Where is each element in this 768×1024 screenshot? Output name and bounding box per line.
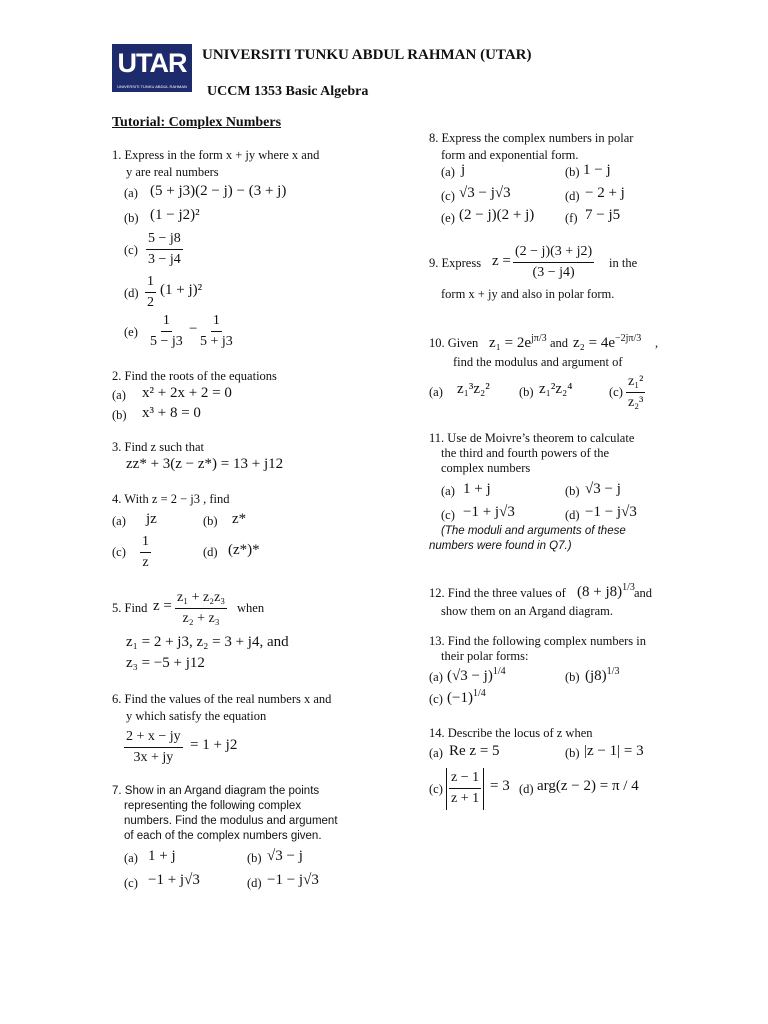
q9-numerator: (2 − j)(3 + j2) bbox=[513, 242, 594, 263]
q6-fraction bbox=[124, 727, 183, 768]
q2-a-label: (a) bbox=[112, 388, 126, 402]
q8-line-1: 8. Express the complex numbers in polar bbox=[429, 131, 634, 145]
q4-b-expr: z* bbox=[232, 511, 247, 527]
q9-fraction bbox=[513, 242, 594, 283]
q4-stem: 4. With z = 2 − j3 , find bbox=[112, 492, 230, 506]
q5-numerator: z₁ + z₂z₃ bbox=[175, 588, 227, 609]
q10-c-label: (c) bbox=[609, 385, 623, 399]
q1-c-denominator: 3 − j4 bbox=[148, 252, 181, 267]
q6-stem-2: y which satisfy the equation bbox=[126, 709, 267, 723]
q5-fraction bbox=[175, 588, 227, 629]
q13-c-exponent: 1/4 bbox=[472, 688, 486, 699]
q13-b-exponent: 1/3 bbox=[606, 666, 620, 677]
q7-d-label: (d) bbox=[247, 876, 262, 890]
q4-c-denominator: z bbox=[142, 555, 149, 570]
q8-b-expr: 1 − j bbox=[583, 162, 611, 178]
q13-a-label: (a) bbox=[429, 670, 443, 684]
q7-line-1: 7. Show in an Argand diagram the points bbox=[112, 785, 320, 797]
q11-a-label: (a) bbox=[441, 484, 455, 498]
q10-z2 bbox=[573, 333, 641, 352]
q4-c-fraction bbox=[140, 532, 151, 573]
q1-stem: 1. Express in the form x + jy where x and bbox=[112, 148, 320, 162]
q14-b-label: (b) bbox=[565, 746, 580, 760]
q8-a-label: (a) bbox=[441, 165, 455, 179]
q13-c-base: (−1) bbox=[447, 690, 473, 706]
q1-e-fraction-1 bbox=[148, 311, 185, 352]
q1-e-label: (e) bbox=[124, 325, 138, 339]
q5-stem: 5. Find bbox=[112, 601, 148, 615]
q12-stem: 12. Find the three values of bbox=[429, 586, 566, 600]
q8-f-expr: 7 − j5 bbox=[585, 207, 621, 223]
q11-note-2: numbers were found in Q7.) bbox=[429, 540, 572, 552]
q13-c-expr bbox=[447, 688, 486, 707]
q13-b-base: (j8) bbox=[585, 668, 607, 684]
q7-c-expr: −1 + j√3 bbox=[148, 872, 200, 888]
q7-b-label: (b) bbox=[247, 851, 262, 865]
q11-line-1: 11. Use de Moivre’s theorem to calculate bbox=[429, 431, 635, 445]
q10-c-fraction bbox=[626, 372, 645, 413]
q13-b-expr bbox=[585, 666, 619, 685]
q7-b-expr: √3 − j bbox=[267, 848, 303, 864]
q10-stem: 10. Given bbox=[429, 336, 479, 350]
q6-rhs: = 1 + j2 bbox=[190, 737, 238, 753]
q11-line-2: the third and fourth powers of the bbox=[441, 446, 610, 460]
university-name: UNIVERSITI TUNKU ABDUL RAHMAN (UTAR) bbox=[202, 47, 532, 63]
q14-c-rhs: = 3 bbox=[490, 778, 510, 794]
q1-e-denominator-2: 5 + j3 bbox=[200, 334, 233, 349]
q9-lhs: z = bbox=[492, 253, 511, 269]
q8-line-2: form and exponential form. bbox=[441, 148, 579, 162]
q7-a-expr: 1 + j bbox=[148, 848, 176, 864]
q14-a-label: (a) bbox=[429, 746, 443, 760]
q10-and: and bbox=[550, 336, 569, 350]
q5-line-3: z₃ = −5 + j12 bbox=[126, 655, 205, 671]
q8-d-label: (d) bbox=[565, 189, 580, 203]
q10-z2-base: z₂ = 4e bbox=[573, 335, 616, 351]
q2-stem: 2. Find the roots of the equations bbox=[112, 369, 277, 383]
q11-line-3: complex numbers bbox=[441, 461, 531, 475]
q10-z1-exponent: jπ/3 bbox=[531, 333, 547, 344]
q9-denominator: (3 − j4) bbox=[532, 265, 575, 280]
q1-e-numerator-2: 1 bbox=[211, 311, 222, 332]
q3-equation: zz* + 3(z − z*) = 13 + j12 bbox=[126, 456, 284, 472]
q14-c-fraction bbox=[449, 768, 481, 809]
q9-stem: 9. Express bbox=[429, 256, 482, 270]
q13-line-2: their polar forms: bbox=[441, 649, 529, 663]
course-title: UCCM 1353 Basic Algebra bbox=[207, 84, 369, 99]
q13-a-exponent: 1/4 bbox=[492, 666, 506, 677]
q14-d-expr: arg(z − 2) = π / 4 bbox=[537, 778, 639, 794]
q7-line-2: representing the following complex bbox=[124, 800, 302, 812]
q6-numerator: 2 + x − jy bbox=[124, 727, 183, 748]
q10-b-label: (b) bbox=[519, 385, 534, 399]
q14-c-abs bbox=[446, 768, 484, 810]
q14-stem: 14. Describe the locus of z when bbox=[429, 726, 593, 740]
q13-c-label: (c) bbox=[429, 692, 443, 706]
q11-b-label: (b) bbox=[565, 484, 580, 498]
q13-line-1: 13. Find the following complex numbers in bbox=[429, 634, 646, 648]
q2-b-expr: x³ + 8 = 0 bbox=[142, 405, 201, 421]
q9-line-2: form x + jy and also in polar form. bbox=[441, 287, 615, 301]
q1-b-label: (b) bbox=[124, 211, 139, 225]
q11-d-expr: −1 − j√3 bbox=[585, 504, 637, 520]
q1-a-expr: (5 + j3)(2 − j) − (3 + j) bbox=[150, 183, 287, 199]
q8-c-label: (c) bbox=[441, 189, 455, 203]
q1-d-denominator: 2 bbox=[147, 295, 154, 310]
q11-c-label: (c) bbox=[441, 508, 455, 522]
q10-z1-base: z₁ = 2e bbox=[489, 335, 532, 351]
q10-line-2: find the modulus and argument of bbox=[453, 355, 623, 369]
q12-exponent: 1/3 bbox=[622, 582, 635, 593]
q1-d-expr: (1 + j)² bbox=[160, 282, 203, 298]
q8-e-expr: (2 − j)(2 + j) bbox=[459, 207, 535, 223]
q10-comma: , bbox=[655, 336, 659, 350]
q13-b-label: (b) bbox=[565, 670, 580, 684]
utar-logo bbox=[112, 44, 192, 92]
q14-c-numerator: z − 1 bbox=[449, 768, 481, 789]
q1-c-numerator: 5 − j8 bbox=[146, 229, 183, 250]
logo-text: UTAR bbox=[117, 48, 187, 78]
q5-when: when bbox=[237, 601, 265, 615]
q4-d-label: (d) bbox=[203, 545, 218, 559]
tutorial-title: Tutorial: Complex Numbers bbox=[112, 115, 282, 130]
q1-e-denominator-1: 5 − j3 bbox=[150, 334, 183, 349]
q11-d-label: (d) bbox=[565, 508, 580, 522]
q4-c-label: (c) bbox=[112, 545, 126, 559]
q4-d-expr: (z*)* bbox=[228, 542, 260, 558]
q1-b-expr: (1 − j2)² bbox=[150, 207, 200, 223]
q1-stem-2: y are real numbers bbox=[126, 165, 219, 179]
q12-base: (8 + j8) bbox=[577, 584, 623, 600]
q5-line-2: z₁ = 2 + j3, z₂ = 3 + j4, and bbox=[126, 634, 289, 650]
q14-d-label: (d) bbox=[519, 782, 534, 796]
q5-denominator: z₂ + z₃ bbox=[182, 611, 220, 626]
q10-a-expr: z₁³z₂² bbox=[457, 381, 490, 397]
q8-f-label: (f) bbox=[565, 211, 578, 225]
q11-b-expr: √3 − j bbox=[585, 481, 621, 497]
q2-b-label: (b) bbox=[112, 408, 127, 422]
q7-d-expr: −1 − j√3 bbox=[267, 872, 319, 888]
q1-e-fraction-2 bbox=[198, 311, 235, 352]
q1-d-numerator: 1 bbox=[145, 272, 156, 293]
q1-d-fraction bbox=[145, 272, 156, 313]
q3-stem: 3. Find z such that bbox=[112, 440, 205, 454]
q12-line-2: show them on an Argand diagram. bbox=[441, 604, 613, 618]
q11-a-expr: 1 + j bbox=[463, 481, 491, 497]
q1-d-label: (d) bbox=[124, 286, 139, 300]
q2-a-expr: x² + 2x + 2 = 0 bbox=[142, 385, 232, 401]
q8-a-expr: j bbox=[461, 162, 466, 178]
q4-c-numerator: 1 bbox=[140, 532, 151, 553]
q11-note-1: (The moduli and arguments of these bbox=[441, 525, 626, 537]
q6-stem: 6. Find the values of the real numbers x and bbox=[112, 692, 332, 706]
q14-b-expr: |z − 1| = 3 bbox=[584, 743, 644, 759]
q10-c-numerator: z₁² bbox=[626, 372, 645, 393]
q1-c-label: (c) bbox=[124, 243, 138, 257]
q7-line-4: of each of the complex numbers given. bbox=[124, 830, 322, 842]
q10-b-expr: z₁²z₂⁴ bbox=[539, 381, 573, 397]
q8-d-expr: − 2 + j bbox=[585, 185, 625, 201]
q8-e-label: (e) bbox=[441, 211, 455, 225]
q1-c-fraction bbox=[146, 229, 183, 270]
q4-a-label: (a) bbox=[112, 514, 126, 528]
q8-c-expr: √3 − j√3 bbox=[459, 185, 511, 201]
q6-denominator: 3x + jy bbox=[133, 750, 174, 765]
q5-lhs: z = bbox=[153, 598, 172, 614]
q12-expr bbox=[577, 582, 635, 601]
q14-a-expr: Re z = 5 bbox=[449, 743, 500, 759]
q1-e-numerator-1: 1 bbox=[161, 311, 172, 332]
q7-line-3: numbers. Find the modulus and argument bbox=[124, 815, 338, 827]
q10-c-denominator: z₂³ bbox=[628, 395, 644, 410]
logo-subtext: UNIVERSITI TUNKU ABDUL RAHMAN bbox=[117, 84, 187, 89]
q8-b-label: (b) bbox=[565, 165, 580, 179]
q1-e-minus: − bbox=[189, 321, 198, 337]
q4-a-expr: jz bbox=[146, 511, 157, 527]
q10-z1 bbox=[489, 333, 547, 352]
q1-a-label: (a) bbox=[124, 186, 138, 200]
q10-z2-exponent: −2jπ/3 bbox=[615, 333, 642, 344]
q11-c-expr: −1 + j√3 bbox=[463, 504, 515, 520]
q12-tail: and bbox=[634, 586, 653, 600]
q7-a-label: (a) bbox=[124, 851, 138, 865]
q4-b-label: (b) bbox=[203, 514, 218, 528]
q14-c-label: (c) bbox=[429, 782, 443, 796]
q13-a-base: (√3 − j) bbox=[447, 668, 493, 684]
q9-tail: in the bbox=[609, 256, 638, 270]
q7-c-label: (c) bbox=[124, 876, 138, 890]
q14-c-denominator: z + 1 bbox=[451, 791, 480, 806]
q13-a-expr bbox=[447, 666, 506, 685]
q10-a-label: (a) bbox=[429, 385, 443, 399]
